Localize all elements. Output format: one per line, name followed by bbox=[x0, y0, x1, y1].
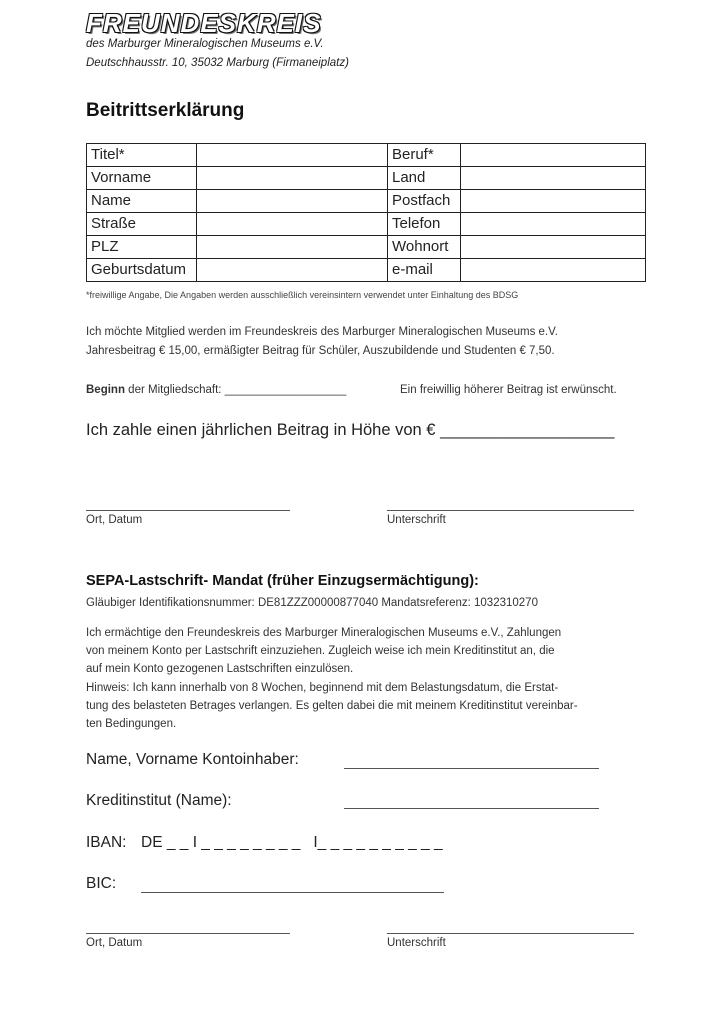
org-address: Deutschhausstr. 10, 35032 Marburg (Firmaneiplatz) bbox=[86, 57, 349, 69]
annual-contribution-text: Ich zahle einen jährlichen Beitrag in Höhe von € bbox=[86, 421, 441, 439]
creditor-id-line: Gläubiger Identifikationsnummer: DE81ZZZ00000877040 Mandatsreferenz: 1032310270 bbox=[86, 597, 538, 609]
field-label-titel: Titel* bbox=[87, 144, 197, 167]
input-name[interactable] bbox=[197, 190, 388, 213]
sepa-title: SEPA-Lastschrift- Mandat (früher Einzugsermächtigung): bbox=[86, 573, 479, 589]
field-label-beruf: Beruf* bbox=[388, 144, 461, 167]
field-label-email: e-mail bbox=[388, 259, 461, 282]
beginn-rest: der Mitgliedschaft: bbox=[124, 384, 225, 396]
sepa-paragraph-line: auf mein Konto gezogenen Lastschriften einzulösen. bbox=[86, 663, 354, 675]
input-vorname[interactable] bbox=[197, 167, 388, 190]
signature-label: Unterschrift bbox=[387, 937, 446, 949]
beginn-label: Beginn bbox=[86, 384, 125, 396]
table-row bbox=[87, 190, 646, 213]
table-row bbox=[87, 167, 646, 190]
higher-contribution-note: Ein freiwillig höherer Beitrag ist erwünscht. bbox=[400, 384, 617, 396]
bic-label: BIC: bbox=[86, 875, 117, 892]
sepa-paragraph-line: von meinem Konto per Lastschrift einzuziehen. Zugleich weise ich mein Kreditinstitut an, die bbox=[86, 645, 555, 657]
input-land[interactable] bbox=[461, 167, 646, 190]
place-date-line[interactable] bbox=[86, 933, 290, 934]
signature-line[interactable] bbox=[387, 933, 634, 934]
input-titel[interactable] bbox=[197, 144, 388, 167]
logo-text: FREUNDESKREIS bbox=[86, 8, 322, 38]
input-postfach[interactable] bbox=[461, 190, 646, 213]
bank-name-input[interactable] bbox=[344, 808, 599, 809]
signature-label: Unterschrift bbox=[387, 514, 446, 526]
iban-input[interactable]: DE _ _ I _ _ _ _ _ _ _ _ I_ _ _ _ _ _ _ _ _ _ bbox=[141, 834, 443, 851]
input-strasse[interactable] bbox=[197, 213, 388, 236]
sepa-paragraph-line: ten Bedingungen. bbox=[86, 718, 177, 730]
table-row bbox=[87, 213, 646, 236]
beginn-blank[interactable]: ___________________ bbox=[224, 384, 347, 396]
place-date-label: Ort, Datum bbox=[86, 937, 143, 949]
field-label-telefon: Telefon bbox=[388, 213, 461, 236]
sepa-paragraph-line: tung des belasteten Betrages verlangen. Es gelten dabei die mit meinem Kreditinstitut vereinbar- bbox=[86, 700, 578, 712]
input-telefon[interactable] bbox=[461, 213, 646, 236]
bic-input[interactable] bbox=[141, 892, 444, 893]
table-row bbox=[87, 144, 646, 167]
bank-name-label: Kreditinstitut (Name): bbox=[86, 792, 232, 809]
iban-label: IBAN: bbox=[86, 834, 127, 851]
field-label-land: Land bbox=[388, 167, 461, 190]
annual-contribution-blank[interactable]: ___________________ bbox=[440, 421, 615, 439]
annual-contribution-line bbox=[86, 421, 614, 440]
membership-start-line bbox=[86, 381, 346, 399]
input-plz[interactable] bbox=[197, 236, 388, 259]
sepa-paragraph-line: Ich ermächtige den Freundeskreis des Marburger Mineralogischen Museums e.V., Zahlungen bbox=[86, 627, 562, 639]
membership-text-line-2: Jahresbeitrag € 15,00, ermäßigter Beitrag für Schüler, Auszubildende und Studenten € 7,50. bbox=[86, 345, 555, 357]
input-geburtsdatum[interactable] bbox=[197, 259, 388, 282]
signature-line[interactable] bbox=[387, 510, 634, 511]
place-date-line[interactable] bbox=[86, 510, 290, 511]
place-date-label: Ort, Datum bbox=[86, 514, 143, 526]
field-label-name: Name bbox=[87, 190, 197, 213]
privacy-footnote: *freiwillige Angabe, Die Angaben werden ausschließlich vereinsintern verwendet unter Einhaltung des BDSG bbox=[86, 290, 519, 300]
field-label-vorname: Vorname bbox=[87, 167, 197, 190]
personal-data-table bbox=[86, 143, 646, 282]
membership-text-line-1: Ich möchte Mitglied werden im Freundeskreis des Marburger Mineralogischen Museums e.V. bbox=[86, 326, 558, 338]
field-label-plz: PLZ bbox=[87, 236, 197, 259]
field-label-postfach: Postfach bbox=[388, 190, 461, 213]
page-title: Beitrittserklärung bbox=[86, 100, 245, 121]
org-name: des Marburger Mineralogischen Museums e.V. bbox=[86, 38, 324, 50]
input-beruf[interactable] bbox=[461, 144, 646, 167]
field-label-wohnort: Wohnort bbox=[388, 236, 461, 259]
field-label-strasse: Straße bbox=[87, 213, 197, 236]
input-wohnort[interactable] bbox=[461, 236, 646, 259]
table-row bbox=[87, 236, 646, 259]
table-row bbox=[87, 259, 646, 282]
field-label-geburtsdatum: Geburtsdatum bbox=[87, 259, 197, 282]
input-email[interactable] bbox=[461, 259, 646, 282]
account-holder-input[interactable] bbox=[344, 768, 599, 769]
account-holder-label: Name, Vorname Kontoinhaber: bbox=[86, 751, 299, 768]
sepa-paragraph-line: Hinweis: Ich kann innerhalb von 8 Wochen, beginnend mit dem Belastungsdatum, die Erstat- bbox=[86, 682, 559, 694]
